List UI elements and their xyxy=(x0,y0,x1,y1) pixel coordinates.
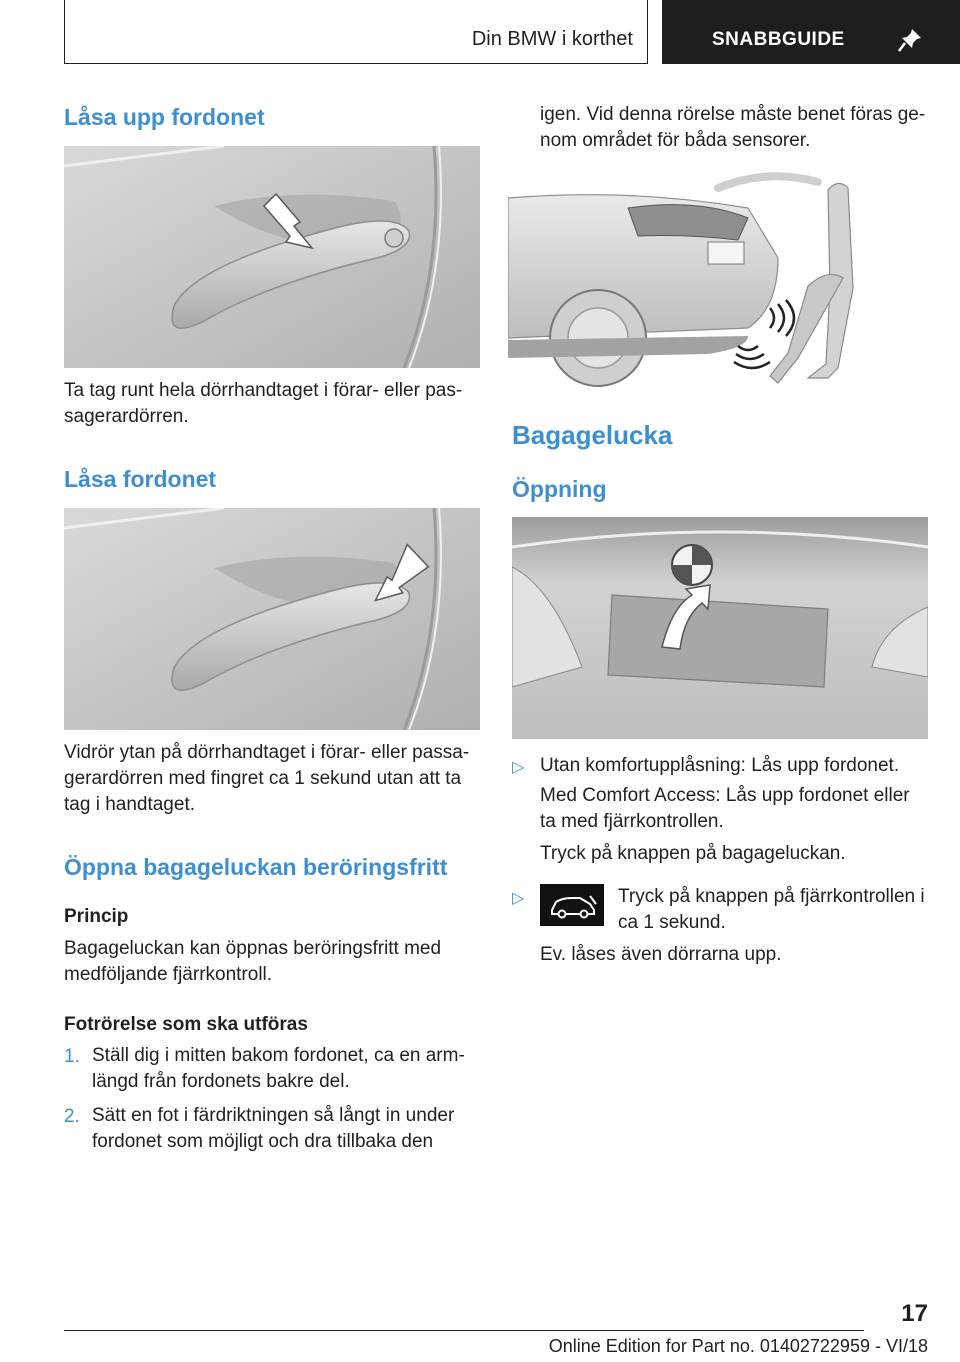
unlock-text-line-2: sagerardörren. xyxy=(64,406,189,427)
heading-principle: Princip xyxy=(64,906,129,927)
lock-text-line-3: tag i handtaget. xyxy=(64,794,195,815)
lock-text-line-1: Vidrör ytan på dörrhandtaget i förar- eller passa- xyxy=(64,742,470,763)
bullet-2-sub: Ev. låses även dörrarna upp. xyxy=(540,944,782,965)
pin-icon xyxy=(896,26,924,54)
heading-open-contactless: Öppna bagageluckan beröringsfritt xyxy=(64,854,448,880)
principle-text-line-1: Bagageluckan kan öppnas beröringsfritt med xyxy=(64,938,442,959)
heading-foot-movement: Fotrörelse som ska utföras xyxy=(64,1014,308,1035)
car-trunk-remote-icon xyxy=(540,884,604,926)
continued-text-line-2: nom området för båda sensorer. xyxy=(540,130,811,151)
continued-text-line-1: igen. Vid denna rörelse måste benet föras ge- xyxy=(540,104,926,125)
bullet-1-text: Utan komfortupplåsning: Lås upp fordonet. xyxy=(540,755,900,776)
figure-door-handle-lock xyxy=(64,508,480,730)
bullet-2-line-2: ca 1 sekund. xyxy=(618,912,726,933)
figure-door-handle-unlock xyxy=(64,146,480,368)
step-2-line-2: fordonet som möjligt och dra tillbaka den xyxy=(92,1131,434,1152)
heading-opening: Öppning xyxy=(512,476,607,502)
bullet-1-sub-line-1: Med Comfort Access: Lås upp fordonet eller xyxy=(540,785,910,806)
unlock-text-line-1: Ta tag runt hela dörrhandtaget i förar- eller pas- xyxy=(64,380,463,401)
page-number: 17 xyxy=(901,1300,928,1327)
footer-divider xyxy=(64,1330,864,1331)
bullet-marker: ▷ xyxy=(512,759,525,776)
footer-edition: Online Edition for Part no. 01402722959 - VI/18 xyxy=(548,1336,928,1356)
header-right-tab xyxy=(662,0,960,64)
step-1-line-2: längd från fordonets bakre del. xyxy=(92,1071,350,1092)
step-number: 1. xyxy=(64,1046,80,1067)
lock-text-line-2: gerardörren med fingret ca 1 sekund utan att ta xyxy=(64,768,462,789)
bullet-marker: ▷ xyxy=(512,890,525,907)
figure-trunk-button xyxy=(512,517,928,739)
step-number: 2. xyxy=(64,1106,80,1127)
bullet-1-sub-line-2: ta med fjärrkontrollen. xyxy=(540,811,724,832)
bullet-2-line-1: Tryck på knappen på fjärrkontrollen i xyxy=(618,886,925,907)
figure-rear-sensor-kick xyxy=(508,168,924,390)
step-1-line-1: Ställ dig i mitten bakom fordonet, ca en arm- xyxy=(92,1045,465,1066)
bullet-1-sub-line-3: Tryck på knappen på bagageluckan. xyxy=(540,843,846,864)
step-2-line-1: Sätt en fot i färdriktningen så långt in under xyxy=(92,1105,455,1126)
principle-text-line-2: medföljande fjärrkontroll. xyxy=(64,964,273,985)
heading-lock: Låsa fordonet xyxy=(64,466,217,492)
heading-trunk: Bagagelucka xyxy=(512,420,673,450)
header-left-tab xyxy=(64,0,648,64)
section-title: SNABBGUIDE xyxy=(712,29,845,50)
heading-unlock: Låsa upp fordonet xyxy=(64,104,265,130)
chapter-title: Din BMW i korthet xyxy=(471,28,633,50)
